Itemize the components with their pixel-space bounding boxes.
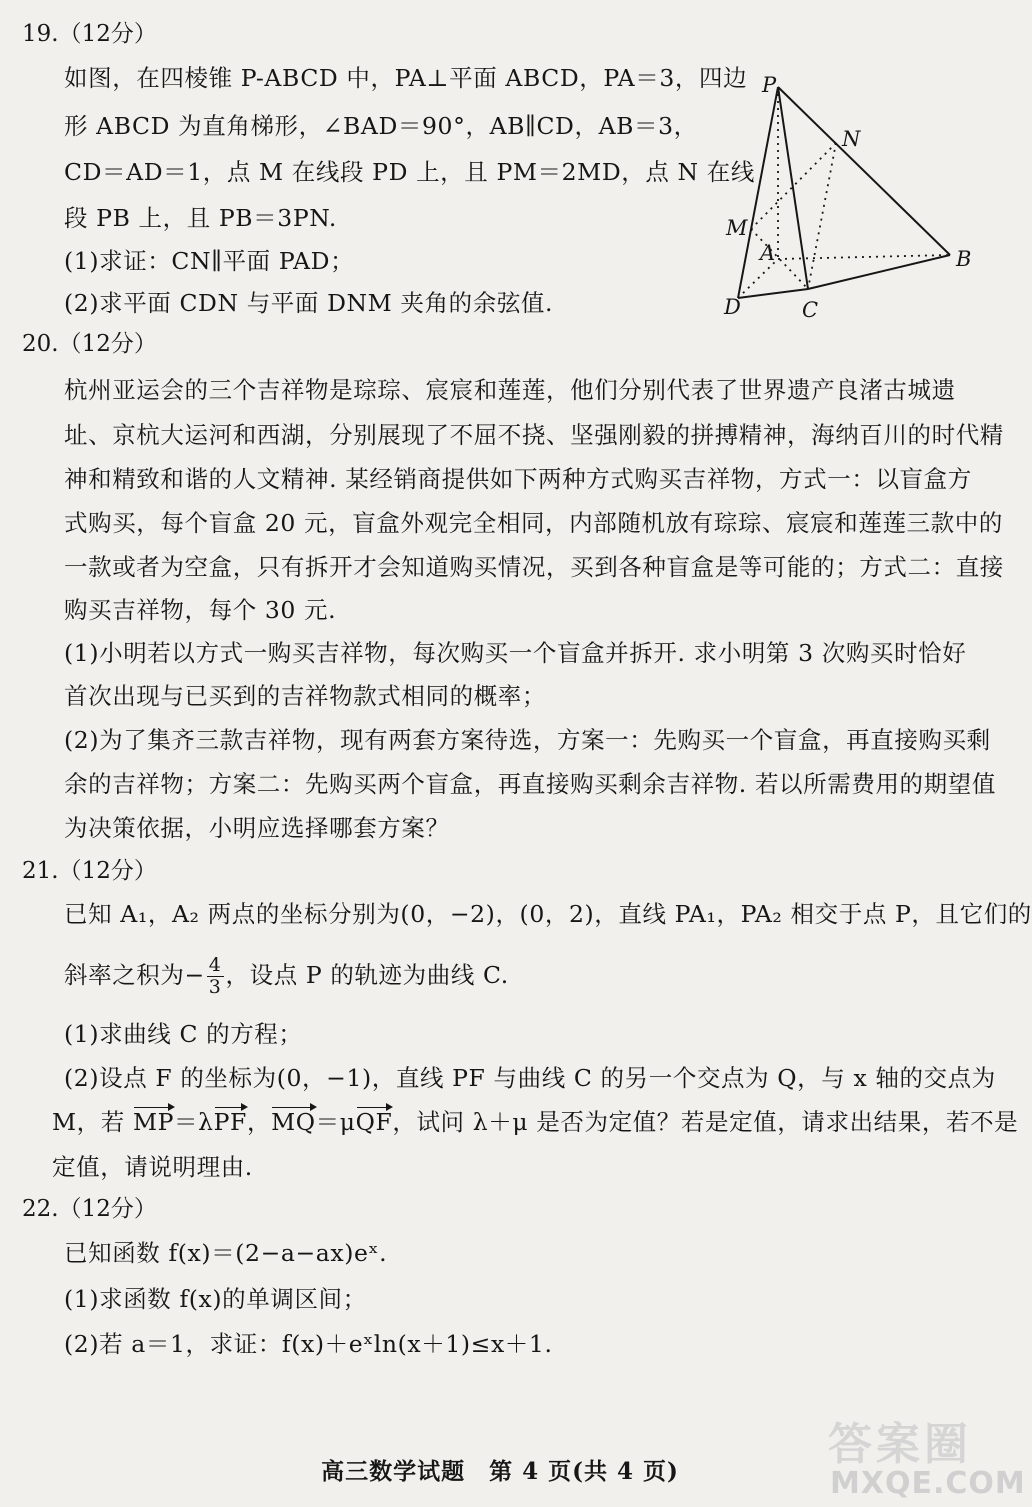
fraction-numerator: 4 — [208, 954, 222, 976]
fraction-denominator: 3 — [208, 976, 222, 998]
vector-QF: QF — [355, 1108, 393, 1136]
q20-part-2a: (2)为了集齐三款吉祥物，现有两套方案待选，方案一：先购买一个盲盒，再直接购买剩 — [64, 726, 991, 754]
watermark — [810, 1408, 1026, 1507]
q19-part-1: (1)求证：CN∥平面 PAD； — [64, 247, 355, 275]
q21-heading: 21.（12分） — [22, 858, 157, 884]
q20-line-5: 一款或者为空盒，只有拆开才会知道购买情况，买到各种盲盒是等可能的；方式二：直接 — [64, 553, 1004, 581]
q20-part-1b: 首次出现与已买到的吉祥物款式相同的概率； — [64, 682, 546, 710]
segment-NC — [808, 143, 836, 289]
q21-part-2c: 定值，请说明理由. — [52, 1153, 253, 1181]
label-N: N — [842, 127, 861, 151]
watermark-logo: 答案圈 — [828, 1419, 972, 1470]
q21-part-2b-5: ，试问 λ＋μ 是否为定值？若是定值，请求出结果，若不是 — [392, 1108, 1019, 1136]
label-A: A — [760, 241, 776, 265]
page-footer: 高三数学试题 第 4 页(共 4 页) — [321, 1458, 679, 1485]
label-C: C — [802, 298, 819, 322]
q19-line-4: 段 PB 上，且 PB＝3PN. — [64, 204, 337, 232]
q22-part-2: (2)若 a＝1，求证：f(x)＋eˣln(x＋1)≤x＋1. — [64, 1330, 553, 1358]
q19-part-2: (2)求平面 CDN 与平面 DNM 夹角的余弦值. — [64, 289, 554, 317]
edge-PB — [778, 87, 950, 255]
vector-PF: PF — [213, 1108, 247, 1136]
q21-part-2b-3: ， — [246, 1108, 272, 1136]
q19-heading: 19.（12分） — [22, 21, 157, 47]
q21-line-1: 已知 A₁，A₂ 两点的坐标分别为(0，−2)，(0，2)，直线 PA₁，PA₂ 相交于点 P，且它们的 — [64, 900, 1032, 928]
q21-line-2-post: ，设点 P 的轨迹为曲线 C. — [225, 961, 509, 989]
pyramid-figure — [710, 62, 1000, 332]
q20-line-2: 址、京杭大运河和西湖，分别展现了不屈不挠、坚强刚毅的拼搏精神，海纳百川的时代精 — [64, 421, 1004, 449]
q21-line-2-pre: 斜率之积为− — [64, 961, 205, 989]
q21-part-2b-4: ＝μ — [315, 1108, 356, 1136]
watermark-url: MXQE.COM — [830, 1466, 1026, 1501]
q21-part-2b-1: M，若 — [52, 1108, 133, 1136]
q20-part-2b: 余的吉祥物；方案二：先购买两个盲盒，再直接购买剩余吉祥物. 若以所需费用的期望值 — [64, 770, 996, 798]
q21-part-2b — [52, 1106, 1018, 1138]
q20-part-1a: (1)小明若以方式一购买吉祥物，每次购买一个盲盒并拆开. 求小明第 3 次购买时恰好 — [64, 639, 967, 667]
q22-heading: 22.（12分） — [22, 1196, 157, 1222]
q19-line-1: 如图，在四棱锥 P-ABCD 中，PA⊥平面 ABCD，PA＝3，四边 — [64, 64, 748, 92]
q20-part-2c: 为决策依据，小明应选择哪套方案？ — [64, 814, 450, 842]
q21-part-2b-2: ＝λ — [174, 1108, 214, 1136]
vector-MP: MP — [132, 1108, 175, 1136]
fraction-4-3 — [207, 955, 224, 998]
label-P: P — [762, 73, 777, 97]
label-M: M — [726, 216, 748, 240]
vector-MQ: MQ — [271, 1108, 316, 1136]
q20-line-6: 购买吉祥物，每个 30 元. — [64, 596, 337, 624]
q19-line-2: 形 ABCD 为直角梯形，∠BAD＝90°，AB∥CD，AB＝3， — [64, 112, 698, 140]
label-B: B — [956, 247, 972, 271]
q22-part-1: (1)求函数 f(x)的单调区间； — [64, 1285, 367, 1313]
q21-line-2 — [64, 955, 509, 998]
q20-line-4: 式购买，每个盲盒 20 元，盲盒外观完全相同，内部随机放有琮琮、宸宸和莲莲三款中的 — [64, 509, 1003, 537]
edge-PD — [738, 87, 778, 298]
edge-CB — [808, 255, 950, 289]
q20-heading: 20.（12分） — [22, 331, 157, 357]
q21-part-2a: (2)设点 F 的坐标为(0，−1)，直线 PF 与曲线 C 的另一个交点为 Q，与 x 轴的交点为 — [64, 1064, 996, 1092]
label-D: D — [724, 295, 741, 319]
edge-DC — [738, 289, 808, 298]
q19-line-3: CD＝AD＝1，点 M 在线段 PD 上，且 PM＝2MD，点 N 在线 — [64, 158, 755, 186]
q21-part-1: (1)求曲线 C 的方程； — [64, 1020, 303, 1048]
q22-line-1: 已知函数 f(x)＝(2−a−ax)eˣ. — [64, 1239, 388, 1267]
pyramid-diagram — [710, 62, 1000, 332]
q20-line-3: 神和精致和谐的人文精神. 某经销商提供如下两种方式购买吉祥物，方式一：以盲盒方 — [64, 465, 972, 493]
q20-line-1: 杭州亚运会的三个吉祥物是琮琮、宸宸和莲莲，他们分别代表了世界遗产良渚古城遗 — [64, 376, 956, 404]
